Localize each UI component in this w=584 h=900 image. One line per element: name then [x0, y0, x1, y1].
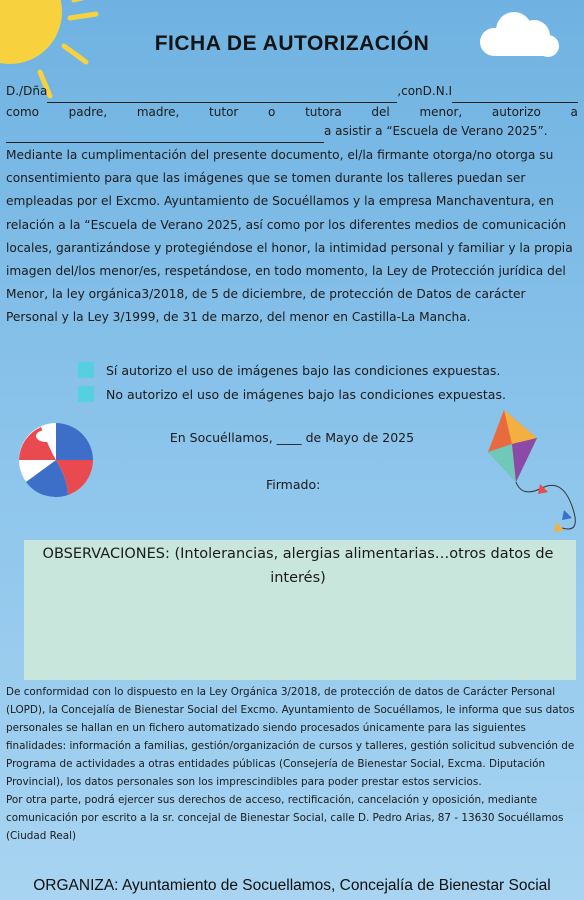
- role-word: a: [570, 105, 578, 119]
- observations-label: OBSERVACIONES: (Intolerancias, alergias alimentarias…otros datos de interés): [42, 546, 554, 586]
- kite-illustration: [482, 410, 584, 534]
- organizer-footer: ORGANIZA: Ayuntamiento de Socuellamos, Concejalía de Bienestar Social: [33, 877, 551, 894]
- role-word: menor,: [419, 105, 463, 119]
- place-date: En Socuéllamos, ____ de Mayo de 2025: [169, 430, 415, 445]
- consent-paragraph: Mediante la cumplimentación del presente documento, el/la firmante otorga/no otorga su consentimiento para que las imágenes que se tomen durante los talleres puedan ser empleadas por el Excmo. Ayuntamiento de Socuéllamos y la empresa Manchaventura, en relación a la “Escuela de Verano 2025, así como por los diferentes medios de comunicación locales, garantizándose y protegiéndose el honor, la intimidad personal y familiar y la propia imagen del/los menor/es, respetándose, en todo momento, la Ley de Protección jurídica del Menor, la ley orgánica3/2018, de 5 de diciembre, de protección de Datos de carácter Personal y la Ley 3/1999, de 31 de marzo, del menor en Castilla-La Mancha.: [6, 148, 573, 325]
- role-word: madre,: [136, 105, 180, 119]
- role-word: o: [268, 105, 276, 119]
- role-word: del: [371, 105, 390, 119]
- page-title: FICHA DE AUTORIZACIÓN: [154, 32, 430, 55]
- option-no-label: No autorizo el uso de imágenes bajo las condiciones expuestas.: [106, 386, 506, 402]
- no-checkbox[interactable]: [78, 386, 94, 402]
- minor-line: [6, 120, 578, 143]
- legal-paragraph-1: De conformidad con lo dispuesto en la Ley Orgánica 3/2018, de protección de datos de Carácter Personal (LOPD), la Concejalía de Bienestar Social del Excmo. Ayuntamiento de Socuéllamos, le informa que sus datos personales se hallan en un fichero automatizado siendo procesados únicamente para las siguientes finalidades: información a familias, gestión/organización de cursos y talleres, gestión solicitud subvención de Programa de actividades a otras entidades públicas (Consejería de Bienestar Social, Excma. Diputación Provincial), los datos personales son los imprescindibles para poder prestar estos servicios.: [6, 686, 575, 788]
- dni-prefix: ,conD.N.I: [397, 84, 453, 98]
- role-word: autorizo: [491, 105, 541, 119]
- guardian-line: [6, 80, 578, 103]
- role-word: como: [6, 105, 39, 119]
- option-yes[interactable]: [78, 362, 500, 378]
- name-prefix: D./Dña: [6, 84, 48, 98]
- legal-notice: [6, 683, 578, 845]
- option-yes-label: Sí autorizo el uso de imágenes bajo las condiciones expuestas.: [106, 362, 501, 378]
- yes-checkbox[interactable]: [78, 362, 94, 378]
- role-word: padre,: [68, 105, 108, 119]
- minor-name-field[interactable]: [6, 128, 324, 143]
- role-word: tutora: [305, 105, 342, 119]
- signature-label: Firmado:: [266, 477, 321, 492]
- option-no[interactable]: [78, 386, 506, 402]
- role-word: tutor: [209, 105, 239, 119]
- legal-paragraph-2: Por otra parte, podrá ejercer sus derechos de acceso, rectificación, cancelación y oposición, mediante comunicación por escrito a la sr. concejal de Bienestar Social, calle D. Pedro Arias, 87 - 13630 Socuéllamos (Ciudad Real): [6, 794, 564, 842]
- attend-text: a asistir a “Escuela de Verano 2025”.: [324, 124, 548, 138]
